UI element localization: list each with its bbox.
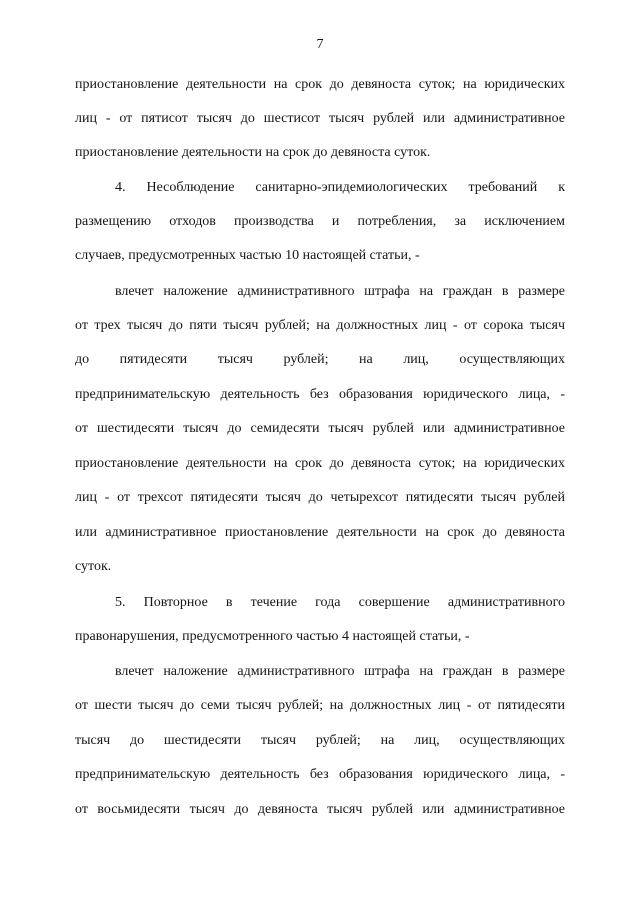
text-line: от трех тысяч до пяти тысяч рублей; на должностных лиц - от сорока тысяч xyxy=(75,318,565,333)
text-line: лиц - от трехсот пятидесяти тысяч до четырехсот пятидесяти тысяч рублей xyxy=(75,490,565,505)
text-line: размещению отходов производства и потребления, за исключением xyxy=(75,214,565,229)
text-line: правонарушения, предусмотренного частью 4 настоящей статьи, - xyxy=(75,629,470,644)
text-line: влечет наложение административного штрафа на граждан в размере xyxy=(115,664,565,679)
text-line: от восьмидесяти тысяч до девяноста тысяч рублей или административное xyxy=(75,802,565,817)
text-line: предпринимательскую деятельность без образования юридического лица, - xyxy=(75,767,565,782)
text-line: тысяч до шестидесяти тысяч рублей; на лиц, осуществляющих xyxy=(75,733,565,748)
text-line: приостановление деятельности на срок до девяноста суток. xyxy=(75,145,431,160)
text-line: влечет наложение административного штрафа на граждан в размере xyxy=(115,284,565,299)
text-line: 5. Повторное в течение года совершение административного xyxy=(115,595,565,610)
page-number: 7 xyxy=(316,37,324,52)
text-line: приостановление деятельности на срок до девяноста суток; на юридических xyxy=(75,456,565,471)
text-line: предпринимательскую деятельность без образования юридического лица, - xyxy=(75,387,565,402)
text-line: лиц - от пятисот тысяч до шестисот тысяч рублей или административное xyxy=(75,111,565,126)
text-line: 4. Несоблюдение санитарно-эпидемиологических требований к xyxy=(115,180,565,195)
text-line: от шести тысяч до семи тысяч рублей; на должностных лиц - от пятидесяти xyxy=(75,698,565,713)
text-line: до пятидесяти тысяч рублей; на лиц, осуществляющих xyxy=(75,352,565,367)
text-line: от шестидесяти тысяч до семидесяти тысяч рублей или административное xyxy=(75,421,565,436)
text-line: или административное приостановление деятельности на срок до девяноста xyxy=(75,525,565,540)
text-line: суток. xyxy=(75,559,112,574)
text-line: случаев, предусмотренных частью 10 настоящей статьи, - xyxy=(75,248,420,263)
text-line: приостановление деятельности на срок до девяноста суток; на юридических xyxy=(75,77,565,92)
